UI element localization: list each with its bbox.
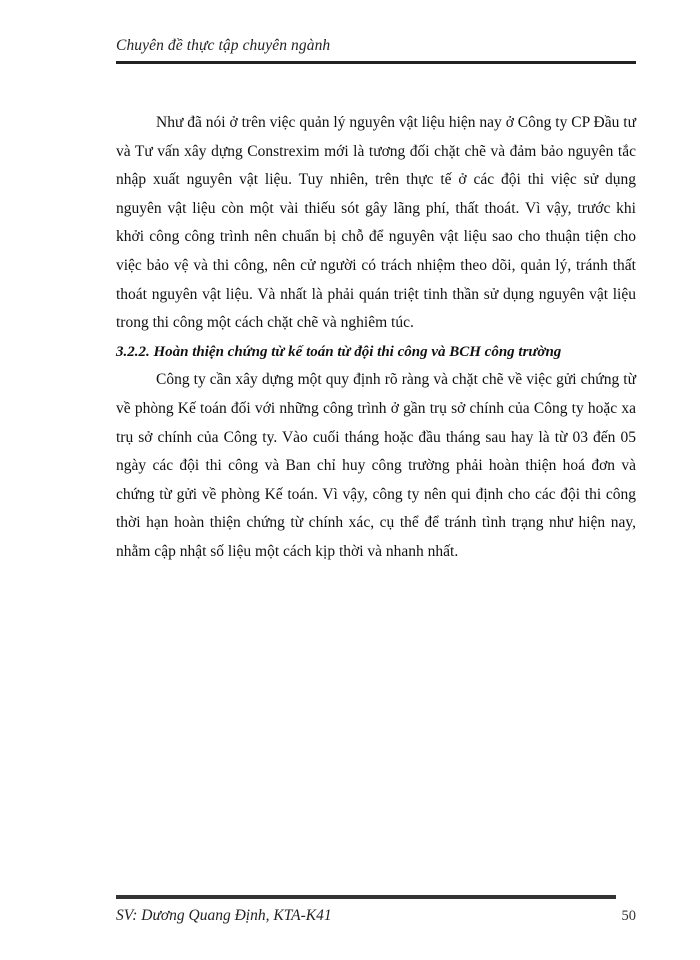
header-title: Chuyên đề thực tập chuyên ngành (116, 37, 331, 54)
page-header (116, 36, 636, 64)
footer-row (116, 906, 636, 926)
section-heading: 3.2.2. Hoàn thiện chứng từ kế toán từ đội thi công và BCH công trường (116, 343, 562, 360)
page-number: 50 (621, 908, 636, 924)
paragraph-material-management: Như đã nói ở trên việc quản lý nguyên vật liệu hiện nay ở Công ty CP Đầu tư và Tư vấn xây dựng Constrexim mới là tương đối chặt chẽ và đảm bảo nguyên tắc nhập xuất nguyên vật liệu. Tuy nhiên, trên thực tế ở các đội thi việc sử dụng nguyên vật liệu còn một vài thiếu sót gây lãng phí, thất thoát. Vì vậy, trước khi khởi công công trình nên chuẩn bị chỗ để nguyên vật liệu sao cho thuận tiện cho việc bảo vệ và thi công, nên cử người có trách nhiệm theo dõi, quản lý, tránh thất thoát nguyên vật liệu. Và nhất là phải quán triệt tinh thần sử dụng nguyên vật liệu trong thi công một cách chặt chẽ và nghiêm túc. (116, 114, 636, 332)
header-rule (116, 61, 636, 64)
footer-rule (116, 895, 616, 899)
paragraph-accounting-documents: Công ty cần xây dựng một quy định rõ ràng và chặt chẽ về việc gửi chứng từ về phòng Kế toán đối với những công trình ở gần trụ sở chính của Công ty hoặc xa trụ sở chính của Công ty. Vào cuối tháng hoặc đầu tháng sau hay là từ 03 đến 05 ngày các đội thi công và Ban chỉ huy công trường phải hoàn thiện hoá đơn và chứng từ gửi về phòng Kế toán. Vì vậy, công ty nên qui định cho các đội thi công thời hạn hoàn thiện chứng từ chính xác, cụ thể để tránh tình trạng như hiện nay, nhằm cập nhật số liệu một cách kịp thời và nhanh nhất. (116, 371, 636, 560)
page-footer (116, 895, 636, 926)
document-body (116, 109, 636, 567)
footer-author: SV: Dương Quang Định, KTA-K41 (116, 907, 332, 924)
